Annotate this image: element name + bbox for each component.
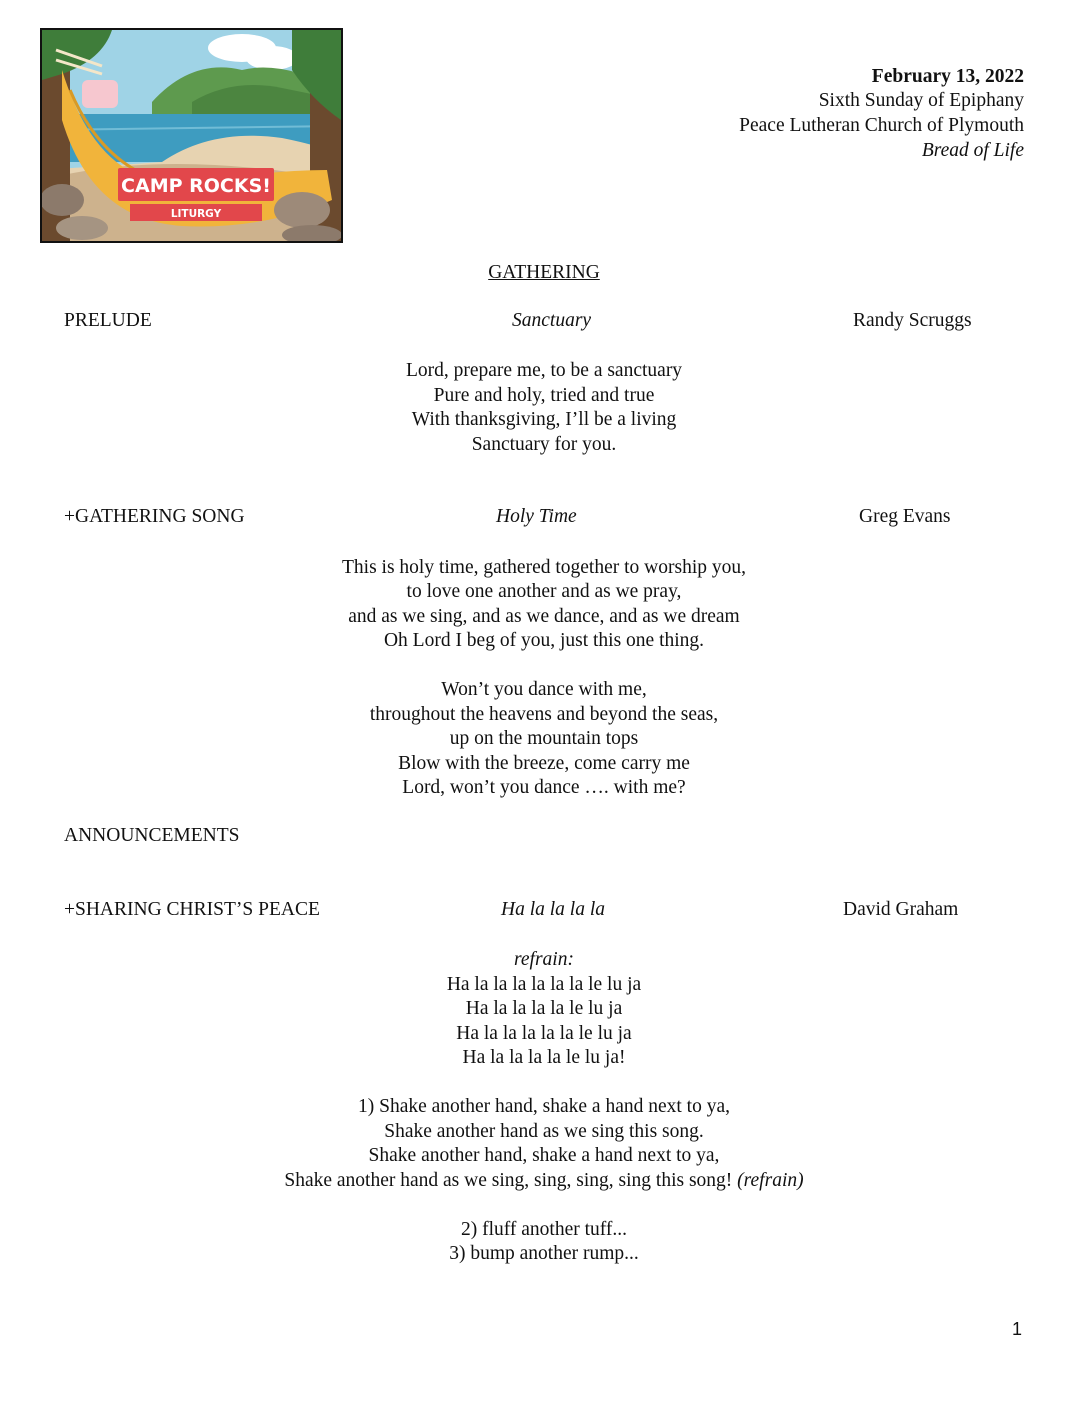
lyric-line: throughout the heavens and beyond the seas, (369, 704, 719, 725)
lyric-line: 2) fluff another tuff... (460, 1219, 628, 1240)
lyric-line: Ha la la la la la le lu ja (456, 1023, 632, 1044)
gathering-song-composer: Greg Evans (859, 506, 951, 527)
lyric-line: Ha la la la la le lu ja (465, 998, 623, 1019)
lyric-line: This is holy time, gathered together to worship you, (341, 557, 746, 578)
peace-composer: David Graham (843, 899, 959, 920)
lyric-line: Shake another hand as we sing this song. (384, 1121, 704, 1142)
lyric-line: Ha la la la la le lu ja! (462, 1047, 626, 1068)
church-name: Peace Lutheran Church of Plymouth (739, 115, 1024, 136)
camp-rocks-logo (40, 28, 343, 243)
prelude-label: PRELUDE (64, 310, 152, 331)
lyric-line: Lord, prepare me, to be a sanctuary (405, 360, 683, 381)
announcements-label: ANNOUNCEMENTS (64, 825, 240, 846)
prelude-composer: Randy Scruggs (853, 310, 972, 331)
service-theme: Bread of Life (921, 140, 1024, 161)
lyric-line: Ha la la la la la la le lu ja (446, 974, 642, 995)
lyric-line: Shake another hand, shake a hand next to ya, (368, 1145, 720, 1166)
service-date: February 13, 2022 (871, 66, 1024, 87)
lyric-line: 1) Shake another hand, shake a hand next to ya, (357, 1096, 730, 1117)
lyric-line: Oh Lord I beg of you, just this one thing. (383, 630, 705, 651)
lyric-line: to love one another and as we pray, (406, 581, 682, 602)
refrain-marker: (refrain) (737, 1170, 804, 1191)
logo-subtitle: LITURGY (170, 208, 222, 220)
prelude-title: Sanctuary (512, 310, 592, 331)
lyric-line-with-refrain (0, 1169, 1088, 1194)
gathering-song-label: +GATHERING SONG (64, 506, 245, 527)
lyric-line: Sanctuary for you. (471, 434, 617, 455)
lyric-line: Lord, won’t you dance …. with me? (402, 777, 686, 798)
lyric-line: and as we sing, and as we dance, and as we dream (348, 606, 740, 627)
service-occasion: Sixth Sunday of Epiphany (818, 90, 1024, 111)
section-heading-gathering: GATHERING (488, 262, 600, 283)
lyric-text: Shake another hand as we sing, sing, sing, sing this song! (284, 1170, 738, 1191)
peace-title: Ha la la la la (501, 899, 606, 920)
lyric-line: Pure and holy, tried and true (433, 385, 655, 406)
lyric-line: 3) bump another rump... (449, 1243, 639, 1264)
gathering-song-title: Holy Time (496, 506, 577, 527)
lyric-line: up on the mountain tops (449, 728, 639, 749)
logo-title: CAMP ROCKS! (121, 175, 271, 197)
refrain-label: refrain: (514, 949, 574, 970)
page-number: 1 (1011, 1319, 1022, 1339)
camp-hammock-illustration (42, 30, 341, 241)
lyric-line: Blow with the breeze, come carry me (398, 753, 690, 774)
lyric-line: With thanksgiving, I’ll be a living (411, 409, 677, 430)
lyric-line: Won’t you dance with me, (441, 679, 647, 700)
peace-label: +SHARING CHRIST’S PEACE (64, 899, 320, 920)
